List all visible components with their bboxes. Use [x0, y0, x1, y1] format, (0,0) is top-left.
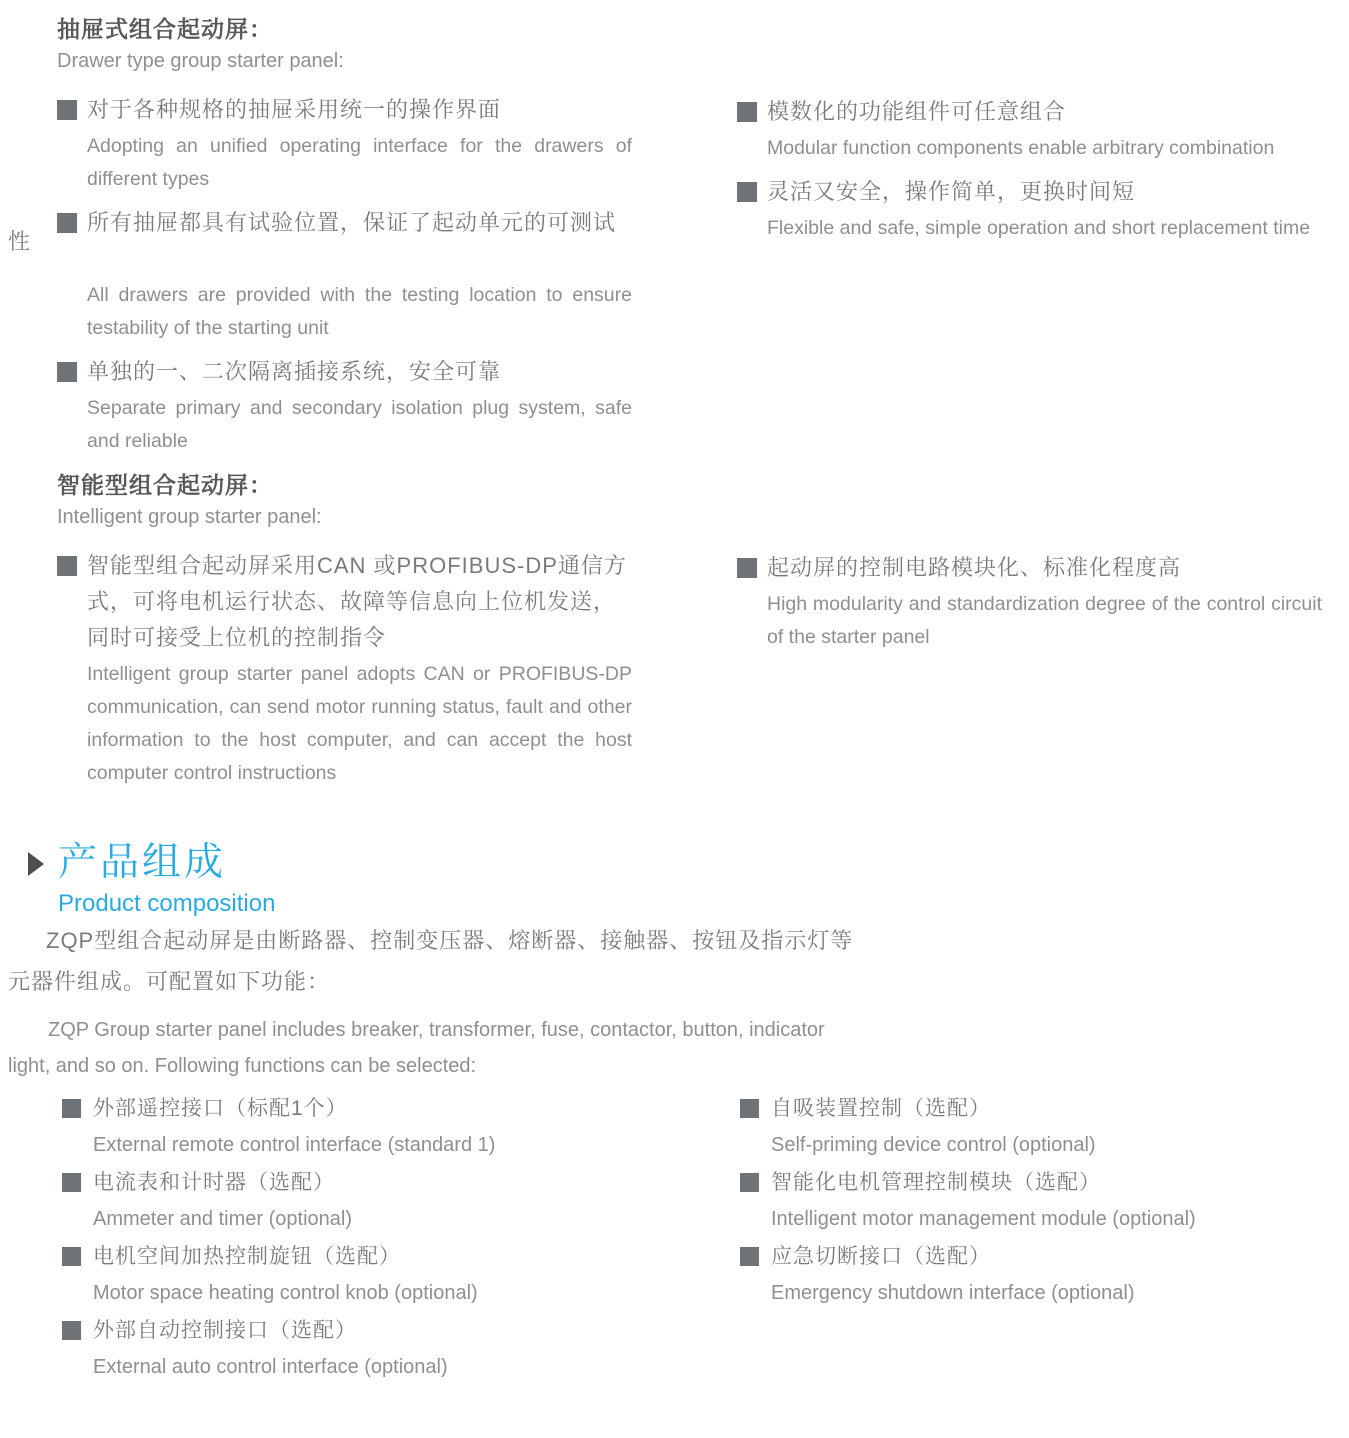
option-text-en: External remote control interface (standard 1)	[93, 1134, 496, 1156]
option-text-cn: 电机空间加热控制旋钮（选配）	[93, 1245, 401, 1268]
composition-title-cn: 产品组成	[58, 841, 227, 884]
feature-item	[57, 205, 632, 354]
option-text-en: Emergency shutdown interface (optional)	[771, 1282, 1135, 1304]
option-item	[62, 1090, 622, 1164]
intelligent-left-column	[57, 470, 632, 799]
options-right-column	[740, 1090, 1315, 1312]
bullet-square-icon	[57, 100, 77, 120]
bullet-square-icon	[737, 182, 757, 202]
option-text-en: Ammeter and timer (optional)	[93, 1208, 352, 1230]
feature-text-cn: 灵活又安全，操作简单，更换时间短	[767, 179, 1136, 204]
option-text-cn: 外部遥控接口（标配1个）	[93, 1097, 348, 1120]
option-text-en: Motor space heating control knob (optional)	[93, 1282, 478, 1304]
option-text-cn: 自吸装置控制（选配）	[771, 1097, 991, 1120]
section-heading-cn: 抽屉式组合起动屏：	[57, 16, 273, 42]
intro-cn-line: ZQP型组合起动屏是由断路器、控制变压器、熔断器、接触器、按钮及指示灯等	[46, 928, 854, 953]
option-item	[62, 1238, 622, 1312]
feature-text-en: Adopting an unified operating interface for the drawers of different types	[87, 135, 632, 190]
bullet-square-icon	[62, 1173, 81, 1192]
section-heading-en: Intelligent group starter panel:	[57, 506, 322, 528]
feature-text-cn: 对于各种规格的抽屉采用统一的操作界面	[87, 97, 502, 122]
feature-item	[737, 94, 1322, 174]
composition-title-en: Product composition	[58, 890, 276, 917]
options-left-column	[62, 1090, 622, 1386]
option-text-cn: 智能化电机管理控制模块（选配）	[771, 1171, 1101, 1194]
feature-item	[737, 550, 1322, 663]
feature-text-en: Separate primary and secondary isolation plug system, safe and reliable	[87, 397, 632, 452]
feature-text-en: Intelligent group starter panel adopts CAN or PROFIBUS-DP communication, can send motor running status, fault and other information to the host computer, and can accept the host computer control instructions	[87, 663, 632, 784]
feature-text-cn: 单独的一、二次隔离插接系统，安全可靠	[87, 359, 502, 384]
option-item	[740, 1090, 1315, 1164]
drawer-right-column	[737, 94, 1322, 254]
option-item	[740, 1238, 1315, 1312]
composition-intro	[8, 920, 1108, 1084]
feature-text-cn: 模数化的功能组件可任意组合	[767, 99, 1067, 124]
bullet-square-icon	[62, 1321, 81, 1340]
triangle-right-icon	[28, 852, 44, 876]
feature-item	[57, 354, 632, 467]
option-item	[740, 1164, 1315, 1238]
bullet-square-icon	[740, 1099, 759, 1118]
intro-en-line: ZQP Group starter panel includes breaker, transformer, fuse, contactor, button, indicator	[48, 1019, 825, 1041]
bullet-square-icon	[737, 102, 757, 122]
feature-item	[57, 92, 632, 205]
bullet-square-icon	[62, 1099, 81, 1118]
bullet-square-icon	[57, 362, 77, 382]
product-composition-header	[28, 840, 275, 920]
feature-text-en: Modular function components enable arbitrary combination	[767, 137, 1275, 159]
feature-text-en: High modularity and standardization degree of the control circuit of the starter panel	[767, 593, 1322, 648]
intelligent-right-column	[737, 550, 1322, 663]
feature-text-cn: 智能型组合起动屏采用CAN 或PROFIBUS-DP通信方式，可将电机运行状态、故障等信息向上位机发送，同时可接受上位机的控制指令	[87, 553, 627, 650]
option-text-en: External auto control interface (optional)	[93, 1356, 448, 1378]
feature-text-cn: 起动屏的控制电路模块化、标准化程度高	[767, 555, 1182, 580]
feature-item	[57, 548, 632, 799]
section-heading-en: Drawer type group starter panel:	[57, 50, 344, 72]
feature-item	[737, 174, 1322, 254]
feature-text-en: All drawers are provided with the testing location to ensure testability of the starting unit	[87, 284, 632, 339]
bullet-square-icon	[737, 558, 757, 578]
bullet-square-icon	[740, 1247, 759, 1266]
feature-text-cn: 所有抽屉都具有试验位置，保证了起动单元的可测试	[87, 210, 617, 235]
option-text-cn: 电流表和计时器（选配）	[93, 1171, 335, 1194]
intro-cn-line: 元器件组成。可配置如下功能：	[8, 969, 331, 994]
bullet-square-icon	[62, 1247, 81, 1266]
drawer-left-column	[57, 14, 632, 467]
intro-en-line: light, and so on. Following functions can be selected:	[8, 1055, 477, 1077]
option-text-cn: 外部自动控制接口（选配）	[93, 1319, 357, 1342]
option-item	[62, 1164, 622, 1238]
option-item	[62, 1312, 622, 1386]
option-text-en: Intelligent motor management module (optional)	[771, 1208, 1196, 1230]
wrapped-overflow-char: 性	[8, 229, 31, 254]
bullet-square-icon	[57, 556, 77, 576]
section-heading-cn: 智能型组合起动屏：	[57, 472, 273, 498]
option-text-cn: 应急切断接口（选配）	[771, 1245, 991, 1268]
option-text-en: Self-priming device control (optional)	[771, 1134, 1096, 1156]
bullet-square-icon	[740, 1173, 759, 1192]
bullet-square-icon	[57, 213, 77, 233]
feature-text-en: Flexible and safe, simple operation and short replacement time	[767, 217, 1311, 239]
